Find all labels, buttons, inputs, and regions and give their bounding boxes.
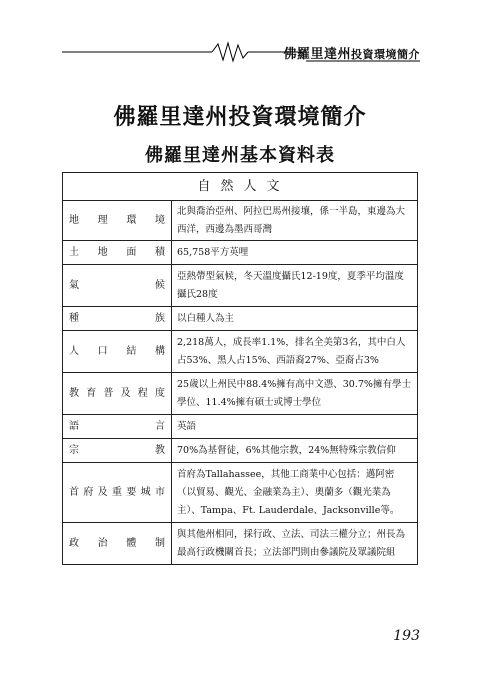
row-label: 地理環境 bbox=[63, 201, 172, 241]
table-row bbox=[63, 241, 418, 265]
header-title-main: 佛羅里達州 bbox=[283, 47, 351, 62]
row-value: 首府為Tallahassee，其他工商業中心包括：邁阿密（以貿易、觀光、金融業為主）、奧蘭多（觀光業為主）、Tampa、Ft. Lauderdale、Jacksonville等。 bbox=[172, 463, 418, 523]
row-value: 與其他州相同，採行政、立法、司法三權分立；州長為最高行政機關首長；立法部門則由參議院及眾議院組 bbox=[172, 523, 418, 565]
table-row bbox=[63, 463, 418, 523]
page-number: 193 bbox=[393, 628, 420, 644]
row-value: 以白種人為主 bbox=[172, 307, 418, 331]
row-value: 北與喬治亞州、阿拉巴馬州接壤，係一半島，東邊為大西洋，西邊為墨西哥灣 bbox=[172, 201, 418, 241]
row-value: 25歲以上州民中88.4%擁有高中文憑、30.7%擁有學士學位、11.4%擁有碩士或博士學位 bbox=[172, 373, 418, 415]
row-label: 語言 bbox=[63, 415, 172, 439]
table-row bbox=[63, 307, 418, 331]
main-title: 佛羅里達州投資環境簡介 bbox=[113, 105, 367, 130]
table-row bbox=[63, 373, 418, 415]
section-row bbox=[63, 173, 418, 201]
row-label: 政治體制 bbox=[63, 523, 172, 565]
running-header bbox=[62, 40, 420, 64]
table-row bbox=[63, 265, 418, 307]
row-label: 首府及重要城市 bbox=[63, 463, 172, 523]
row-value: 英語 bbox=[172, 415, 418, 439]
table-row bbox=[63, 331, 418, 373]
row-value: 亞熱帶型氣候，冬天溫度攝氏12-19度，夏季平均溫度攝氏28度 bbox=[172, 265, 418, 307]
section-header: 自然人文 bbox=[63, 173, 418, 201]
table-row bbox=[63, 415, 418, 439]
row-value: 70%為基督徒，6%其他宗教，24%無特殊宗教信仰 bbox=[172, 439, 418, 463]
row-label: 教育普及程度 bbox=[63, 373, 172, 415]
row-value: 2,218萬人，成長率1.1%，排名全美第3名，其中白人占53%、黑人占15%、西語裔27%、亞裔占3% bbox=[172, 331, 418, 373]
table-row bbox=[63, 201, 418, 241]
row-label: 人口結構 bbox=[63, 331, 172, 373]
row-label: 宗教 bbox=[63, 439, 172, 463]
sub-title: 佛羅里達州基本資料表 bbox=[145, 145, 335, 166]
table-row bbox=[63, 439, 418, 463]
header-title-sub: 投資環境簡介 bbox=[351, 48, 420, 61]
row-label: 土地面積 bbox=[63, 241, 172, 265]
row-value: 65,758平方英哩 bbox=[172, 241, 418, 265]
basic-data-table bbox=[62, 172, 418, 565]
table-row bbox=[63, 523, 418, 565]
row-label: 種族 bbox=[63, 307, 172, 331]
header-title bbox=[283, 43, 420, 62]
row-label: 氣候 bbox=[63, 265, 172, 307]
